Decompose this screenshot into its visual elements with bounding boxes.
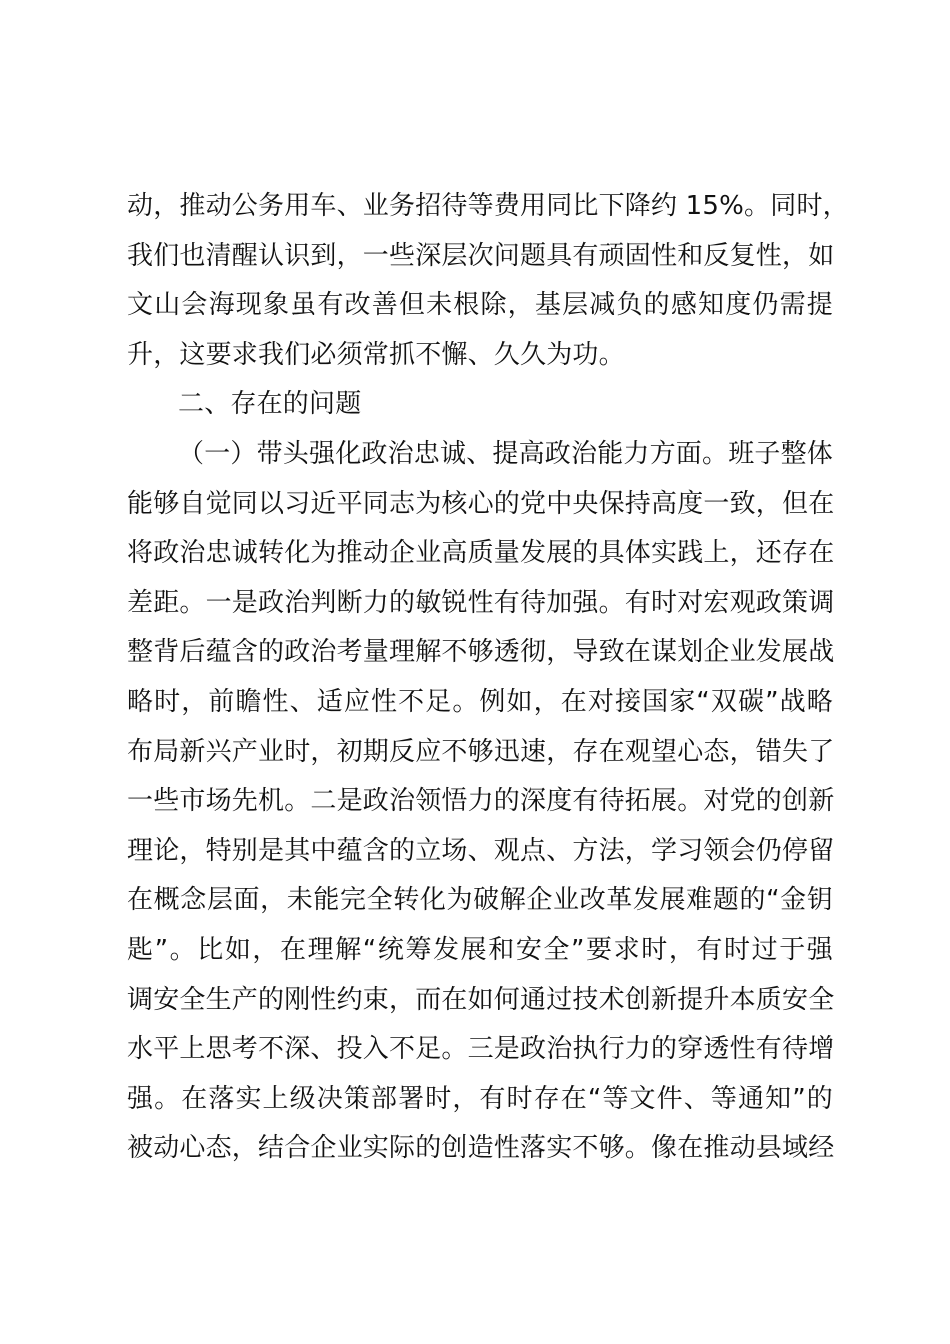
- document-body: [127, 182, 849, 1174]
- paragraph-line: 动，推动公务用车、业务招待等费用同比下降约 15%。同时，: [127, 191, 849, 221]
- paragraph-line: 匙”。比如，在理解“统筹发展和安全”要求时，有时过于强: [127, 934, 833, 965]
- paragraph-line: 升，这要求我们必须常抓不懈、久久为功。: [127, 339, 625, 370]
- section-heading: 二、存在的问题: [178, 389, 362, 420]
- paragraph-line: 布局新兴产业时，初期反应不够迅速，存在观望心态，错失了: [127, 736, 835, 767]
- paragraph-line: 一些市场先机。二是政治领悟力的深度有待拓展。对党的创新: [127, 786, 835, 817]
- paragraph-line: 调安全生产的刚性约束，而在如何通过技术创新提升本质安全: [127, 984, 835, 1015]
- paragraph-line: 文山会海现象虽有改善但未根除，基层减负的感知度仍需提: [127, 290, 833, 321]
- paragraph-line: 差距。一是政治判断力的敏锐性有待加强。有时对宏观政策调: [127, 587, 835, 618]
- paragraph-line: 略时，前瞻性、适应性不足。例如，在对接国家“双碳”战略: [127, 686, 833, 717]
- paragraph-line: 强。在落实上级决策部署时，有时存在“等文件、等通知”的: [127, 1083, 833, 1114]
- paragraph-line: 理论，特别是其中蕴含的立场、观点、方法，学习领会仍停留: [127, 835, 835, 866]
- paragraph-line: 能够自觉同以习近平同志为核心的党中央保持高度一致，但在: [127, 488, 835, 519]
- paragraph-line: 将政治忠诚转化为推动企业高质量发展的具体实践上，还存在: [127, 538, 835, 569]
- subsection-heading-line: （一）带头强化政治忠诚、提高政治能力方面。班子整体: [178, 438, 834, 469]
- paragraph-line: 在概念层面，未能完全转化为破解企业改革发展难题的“金钥: [127, 885, 833, 916]
- paragraph-line: 水平上思考不深、投入不足。三是政治执行力的穿透性有待增: [127, 1034, 835, 1065]
- paragraph-line: 整背后蕴含的政治考量理解不够透彻，导致在谋划企业发展战: [127, 637, 835, 668]
- paragraph-line: 被动心态，结合企业实际的创造性落实不够。像在推动县域经: [127, 1133, 835, 1164]
- paragraph-line: 我们也清醒认识到，一些深层次问题具有顽固性和反复性，如: [127, 240, 835, 271]
